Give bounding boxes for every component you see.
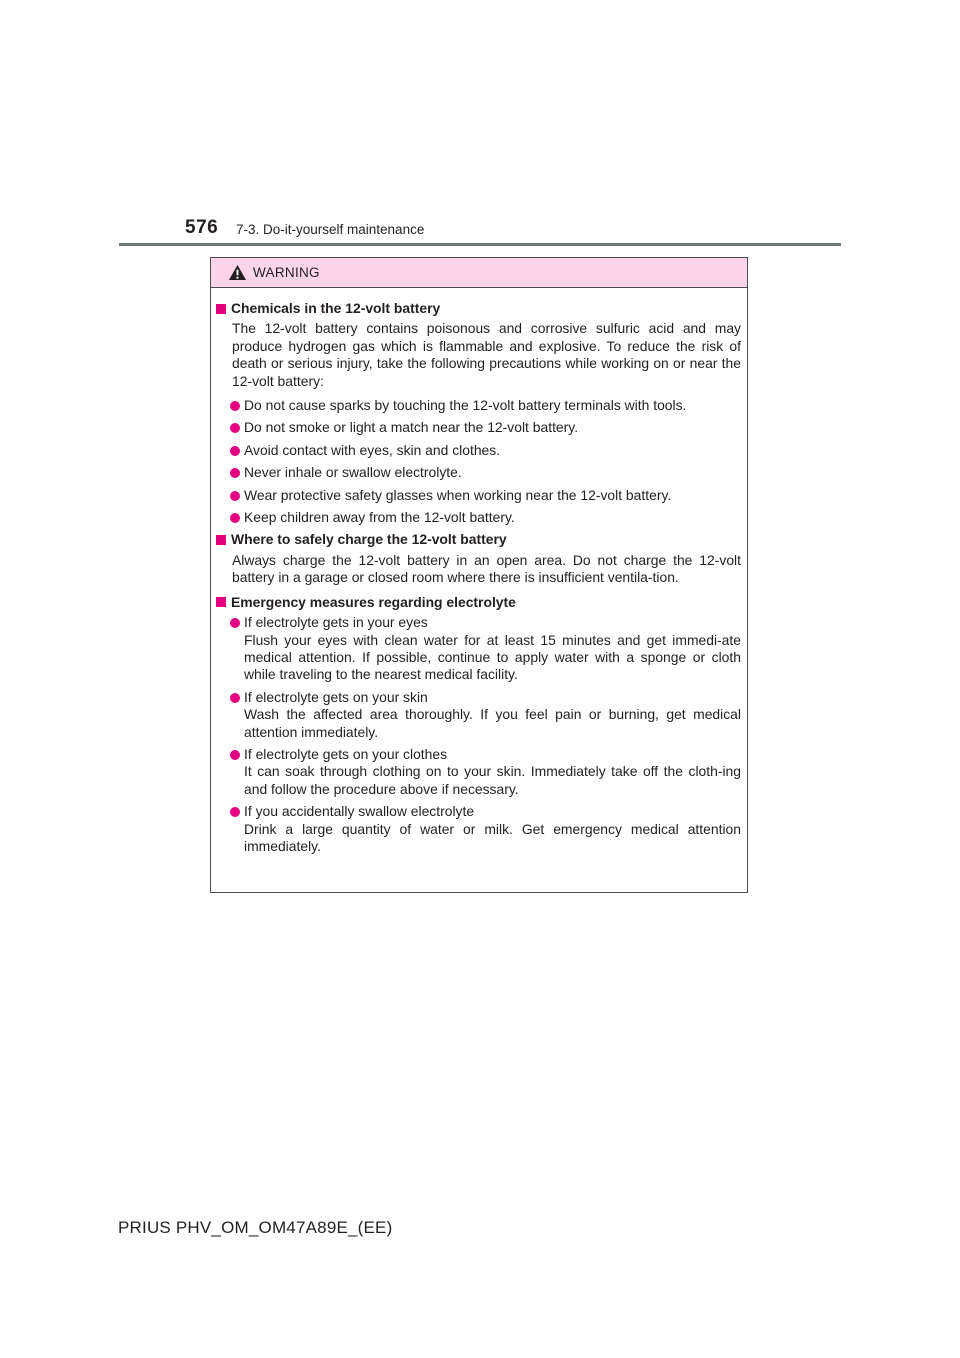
circle-bullet-icon (230, 693, 240, 703)
list-item (216, 689, 741, 741)
list-item (216, 487, 741, 504)
list-item-text (244, 614, 741, 684)
item-heading: If you accidentally swallow electrolyte (244, 803, 475, 820)
square-bullet-icon (216, 597, 226, 607)
circle-bullet-icon (230, 423, 240, 433)
header-rule (119, 243, 841, 246)
list-item (216, 746, 741, 798)
list-item-text: Do not cause sparks by touching the 12-volt battery terminals with tools. (244, 397, 687, 414)
section-title-text: Where to safely charge the 12-volt battery (231, 531, 507, 548)
section-paragraph: The 12-volt battery contains poisonous and corrosive sulfuric acid and may produce hydrogen gas which is flammable and explosive. To reduce the risk of death or serious injury, take the following precautions while working on or near the 12-volt battery: (232, 320, 741, 389)
circle-bullet-icon (230, 807, 240, 817)
list-item (216, 509, 741, 526)
section-paragraph: Always charge the 12-volt battery in an open area. Do not charge the 12-volt battery in a garage or closed room where there is insufficient ventila-tion. (232, 551, 741, 586)
section-heading-chemicals (216, 300, 741, 317)
item-heading: If electrolyte gets on your clothes (244, 745, 448, 762)
list-item-text: Avoid contact with eyes, skin and clothes. (244, 441, 501, 458)
square-bullet-icon (216, 535, 226, 545)
warning-header (211, 258, 747, 288)
item-heading: If electrolyte gets on your skin (244, 688, 428, 705)
circle-bullet-icon (230, 513, 240, 523)
list-item-text: Wear protective safety glasses when working near the 12-volt battery. (244, 486, 672, 503)
warning-box (210, 257, 748, 893)
list-item (216, 419, 741, 436)
page-number: 576 (185, 217, 219, 238)
list-item-text (244, 746, 741, 798)
footer-doc-code: PRIUS PHV_OM_OM47A89E_(EE) (118, 1218, 393, 1237)
circle-bullet-icon (230, 468, 240, 478)
square-bullet-icon (216, 304, 226, 314)
section-heading-charging (216, 531, 741, 548)
item-detail: Wash the affected area thoroughly. If you feel pain or burning, get medical attention immediately. (244, 706, 741, 740)
warning-body (211, 288, 747, 855)
section-title-text: Emergency measures regarding electrolyte (231, 593, 516, 610)
item-detail: Flush your eyes with clean water for at least 15 minutes and get immedi-ate medical attention. If possible, continue to apply water with a sponge or cloth while traveling to the nearest medical facility. (244, 631, 741, 683)
section-title-text: Chemicals in the 12-volt battery (231, 300, 441, 316)
section-title: 7-3. Do-it-yourself maintenance (236, 222, 425, 237)
list-item (216, 442, 741, 459)
list-item-text: Keep children away from the 12-volt battery. (244, 509, 515, 526)
circle-bullet-icon (230, 401, 240, 411)
item-detail: Drink a large quantity of water or milk. Get emergency medical attention immediately. (244, 820, 741, 854)
circle-bullet-icon (230, 618, 240, 628)
circle-bullet-icon (230, 446, 240, 456)
warning-label: WARNING (253, 265, 320, 280)
list-item-text (244, 689, 741, 741)
warning-triangle-icon (228, 264, 247, 281)
item-heading: If electrolyte gets in your eyes (244, 614, 428, 631)
list-item (216, 803, 741, 855)
circle-bullet-icon (230, 491, 240, 501)
list-item-text (244, 803, 741, 855)
section-heading-emergency (216, 594, 741, 611)
item-detail: It can soak through clothing on to your skin. Immediately take off the cloth-ing and follow the procedure above if necessary. (244, 763, 741, 797)
list-item-text: Do not smoke or light a match near the 12-volt battery. (244, 419, 579, 436)
list-item (216, 614, 741, 684)
list-item-text: Never inhale or swallow electrolyte. (244, 464, 462, 481)
list-item (216, 397, 741, 414)
circle-bullet-icon (230, 750, 240, 760)
list-item (216, 464, 741, 481)
